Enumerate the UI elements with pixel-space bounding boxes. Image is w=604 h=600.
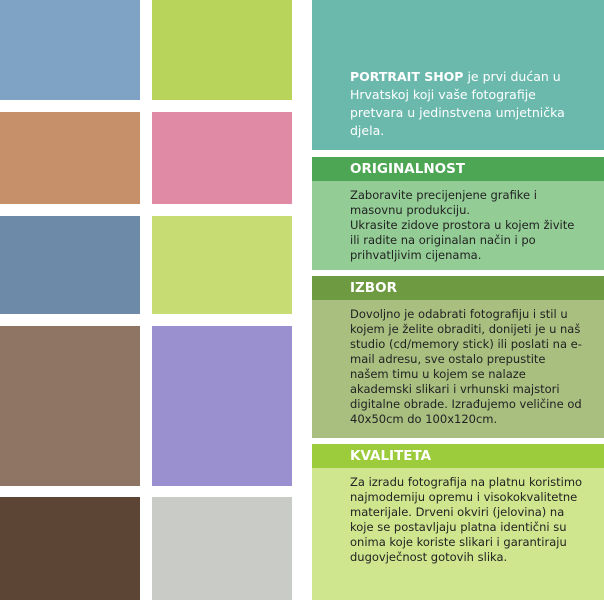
- photo-two-people-with-dog-popart: [152, 0, 292, 100]
- photo-girl-with-pigtails: [0, 326, 140, 486]
- intro-box: [312, 0, 604, 150]
- intro-description: je prvi dućan u Hrvatskoj koji vaše fotografije pretvara u jedinstvena umjetnička djela.: [350, 69, 565, 138]
- izbor-paragraph: Dovoljno je odabrati fotografiju i stil u kojem je želite obraditi, donijeti je u naš studio (cd/memory stick) ili poslati na e-mail adresu, sve ostalo prepustite našem timu u kojem se nalaze akademski slikari i vrhunski majstori digitalne obrade. Izrađujemo veličine od 40x50cm do 100x120cm.: [350, 307, 582, 426]
- intro-text: [350, 68, 590, 140]
- section-heading-originalnost: ORIGINALNOST: [312, 157, 604, 181]
- section-heading-kvaliteta: KVALITETA: [312, 444, 604, 468]
- originalnost-paragraph-2: Ukrasite zidove prostora u kojem živite ili radite na originalan način i po prihvatljivim cijenama.: [350, 218, 575, 262]
- section-heading-izbor: IZBOR: [312, 276, 604, 300]
- photo-man-in-suit: [0, 497, 140, 600]
- photo-young-man-portrait-popart: [152, 216, 292, 314]
- photo-young-man-portrait: [0, 216, 140, 314]
- section-body-kvaliteta: [312, 468, 604, 600]
- photo-child-portrait: [0, 112, 140, 204]
- kvaliteta-paragraph: Za izradu fotografija na platnu koristimo najmodemiju opremu i visokokvalitetne materijale. Drveni okviri (jelovina) na koje se postavljaju platna identični su onima koje koriste slikari i garantiraju dugovječnost gotovih slika.: [350, 475, 583, 564]
- info-panel: [312, 0, 604, 600]
- photo-two-people-with-dog: [0, 0, 140, 100]
- photo-child-portrait-halftone: [152, 112, 292, 204]
- photo-girl-with-pigtails-illustrated: [152, 326, 292, 486]
- photo-man-in-suit-stencil: [152, 497, 292, 600]
- brand-name: PORTRAIT SHOP: [350, 69, 464, 84]
- section-body-originalnost: [312, 181, 604, 270]
- section-body-izbor: [312, 300, 604, 438]
- originalnost-paragraph-1: Zaboravite precijenjene grafike i masovnu produkciju.: [350, 188, 537, 217]
